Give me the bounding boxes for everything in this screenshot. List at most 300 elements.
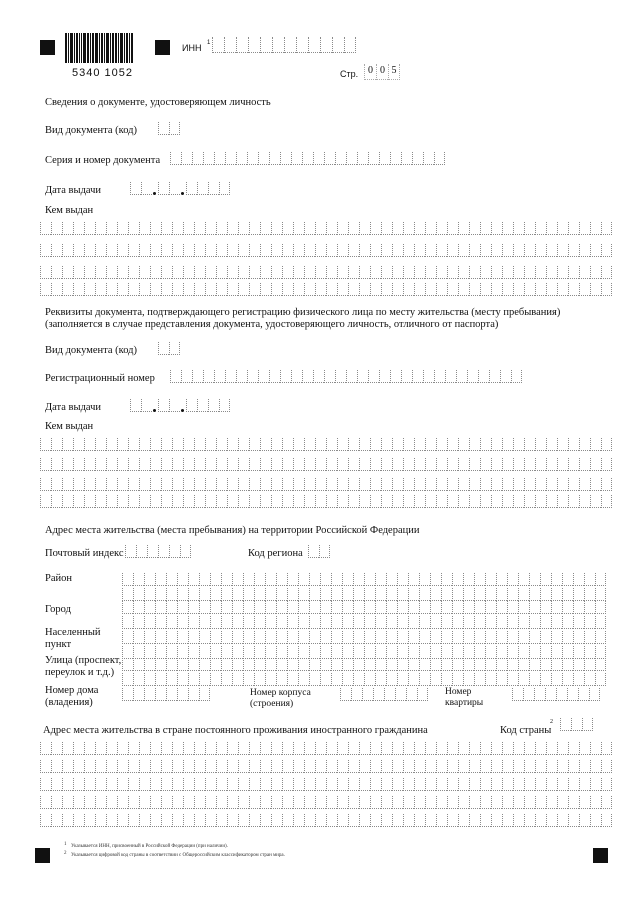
input-cell[interactable] xyxy=(331,616,342,629)
input-cell[interactable] xyxy=(425,742,436,755)
input-cell[interactable] xyxy=(551,673,562,686)
input-cell[interactable] xyxy=(441,601,452,614)
input-cell[interactable] xyxy=(150,478,161,491)
input-cell[interactable] xyxy=(441,658,452,671)
input-cell[interactable] xyxy=(419,573,430,586)
input-cell[interactable] xyxy=(436,222,447,235)
input-cell[interactable] xyxy=(557,222,568,235)
input-cell[interactable] xyxy=(117,796,128,809)
input-cell[interactable] xyxy=(458,814,469,827)
input-cell[interactable] xyxy=(260,458,271,471)
input-cell[interactable] xyxy=(370,266,381,279)
input-cell[interactable] xyxy=(348,458,359,471)
input-cell[interactable] xyxy=(51,244,62,257)
input-cell[interactable] xyxy=(40,778,51,791)
input-cell[interactable] xyxy=(381,266,392,279)
input-cell[interactable] xyxy=(485,588,496,601)
input-cell[interactable] xyxy=(133,631,144,644)
input-cell[interactable] xyxy=(568,742,579,755)
input-cell[interactable] xyxy=(128,814,139,827)
input-cell[interactable] xyxy=(434,152,445,165)
input-cell[interactable] xyxy=(571,718,582,731)
district-cells-row[interactable] xyxy=(122,573,606,586)
input-cell[interactable] xyxy=(568,438,579,451)
input-cell[interactable] xyxy=(40,438,51,451)
input-cell[interactable] xyxy=(183,495,194,508)
input-cell[interactable] xyxy=(128,478,139,491)
identity-issue-date-cells[interactable] xyxy=(130,182,230,195)
input-cell[interactable] xyxy=(73,760,84,773)
input-cell[interactable] xyxy=(436,283,447,296)
input-cell[interactable] xyxy=(326,438,337,451)
input-cell[interactable] xyxy=(441,588,452,601)
foreign-address-row[interactable] xyxy=(40,760,612,773)
input-cell[interactable] xyxy=(381,458,392,471)
input-cell[interactable] xyxy=(397,573,408,586)
input-cell[interactable] xyxy=(128,760,139,773)
input-cell[interactable] xyxy=(556,688,567,701)
input-cell[interactable] xyxy=(535,814,546,827)
input-cell[interactable] xyxy=(205,458,216,471)
input-cell[interactable] xyxy=(403,283,414,296)
input-cell[interactable] xyxy=(430,601,441,614)
input-cell[interactable] xyxy=(177,588,188,601)
input-cell[interactable] xyxy=(436,478,447,491)
input-cell[interactable] xyxy=(150,283,161,296)
input-cell[interactable] xyxy=(95,760,106,773)
input-cell[interactable] xyxy=(491,742,502,755)
input-cell[interactable] xyxy=(243,673,254,686)
input-cell[interactable] xyxy=(507,588,518,601)
input-cell[interactable] xyxy=(326,266,337,279)
input-cell[interactable] xyxy=(324,370,335,383)
input-cell[interactable] xyxy=(392,742,403,755)
input-cell[interactable] xyxy=(348,495,359,508)
input-cell[interactable] xyxy=(320,631,331,644)
input-cell[interactable] xyxy=(62,283,73,296)
input-cell[interactable] xyxy=(425,495,436,508)
input-cell[interactable] xyxy=(194,438,205,451)
input-cell[interactable] xyxy=(271,438,282,451)
input-cell[interactable] xyxy=(139,814,150,827)
input-cell[interactable] xyxy=(95,814,106,827)
input-cell[interactable] xyxy=(419,673,430,686)
input-cell[interactable] xyxy=(579,438,590,451)
input-cell[interactable] xyxy=(161,478,172,491)
input-cell[interactable] xyxy=(158,182,169,195)
input-cell[interactable] xyxy=(430,573,441,586)
input-cell[interactable] xyxy=(601,438,612,451)
input-cell[interactable] xyxy=(502,222,513,235)
input-cell[interactable] xyxy=(562,673,573,686)
input-cell[interactable] xyxy=(568,458,579,471)
input-cell[interactable] xyxy=(117,814,128,827)
input-cell[interactable] xyxy=(166,573,177,586)
input-cell[interactable] xyxy=(172,796,183,809)
input-cell[interactable] xyxy=(320,37,332,53)
input-cell[interactable] xyxy=(524,458,535,471)
input-cell[interactable] xyxy=(447,283,458,296)
input-cell[interactable] xyxy=(423,152,434,165)
input-cell[interactable] xyxy=(304,438,315,451)
registration-doc-type-cells[interactable] xyxy=(158,342,180,355)
input-cell[interactable] xyxy=(210,673,221,686)
input-cell[interactable] xyxy=(210,573,221,586)
input-cell[interactable] xyxy=(590,814,601,827)
input-cell[interactable] xyxy=(95,244,106,257)
input-cell[interactable] xyxy=(84,778,95,791)
input-cell[interactable] xyxy=(467,370,478,383)
input-cell[interactable] xyxy=(194,796,205,809)
input-cell[interactable] xyxy=(546,760,557,773)
input-cell[interactable] xyxy=(158,399,169,412)
input-cell[interactable] xyxy=(359,495,370,508)
input-cell[interactable] xyxy=(518,616,529,629)
input-cell[interactable] xyxy=(491,244,502,257)
input-cell[interactable] xyxy=(177,688,188,701)
input-cell[interactable] xyxy=(298,631,309,644)
input-cell[interactable] xyxy=(169,399,180,412)
input-cell[interactable] xyxy=(401,152,412,165)
input-cell[interactable] xyxy=(573,601,584,614)
input-cell[interactable] xyxy=(73,778,84,791)
input-cell[interactable] xyxy=(557,283,568,296)
input-cell[interactable] xyxy=(474,631,485,644)
input-cell[interactable] xyxy=(414,742,425,755)
input-cell[interactable] xyxy=(293,760,304,773)
input-cell[interactable] xyxy=(293,495,304,508)
input-cell[interactable] xyxy=(51,760,62,773)
input-cell[interactable] xyxy=(469,266,480,279)
input-cell[interactable] xyxy=(40,283,51,296)
input-cell[interactable] xyxy=(469,458,480,471)
input-cell[interactable] xyxy=(40,796,51,809)
input-cell[interactable] xyxy=(436,438,447,451)
input-cell[interactable] xyxy=(480,266,491,279)
input-cell[interactable] xyxy=(51,222,62,235)
input-cell[interactable] xyxy=(357,370,368,383)
input-cell[interactable] xyxy=(452,658,463,671)
input-cell[interactable] xyxy=(221,616,232,629)
input-cell[interactable] xyxy=(353,588,364,601)
input-cell[interactable] xyxy=(601,244,612,257)
input-cell[interactable] xyxy=(408,588,419,601)
input-cell[interactable] xyxy=(291,370,302,383)
input-cell[interactable] xyxy=(84,814,95,827)
input-cell[interactable] xyxy=(392,244,403,257)
input-cell[interactable] xyxy=(524,244,535,257)
input-cell[interactable] xyxy=(172,495,183,508)
input-cell[interactable] xyxy=(425,796,436,809)
input-cell[interactable] xyxy=(150,796,161,809)
input-cell[interactable] xyxy=(353,573,364,586)
input-cell[interactable] xyxy=(557,244,568,257)
input-cell[interactable] xyxy=(562,601,573,614)
input-cell[interactable] xyxy=(353,601,364,614)
input-cell[interactable] xyxy=(458,760,469,773)
registration-issue-date-cells[interactable] xyxy=(130,399,230,412)
input-cell[interactable] xyxy=(546,742,557,755)
input-cell[interactable] xyxy=(364,631,375,644)
input-cell[interactable] xyxy=(441,631,452,644)
input-cell[interactable] xyxy=(478,370,489,383)
input-cell[interactable] xyxy=(62,778,73,791)
input-cell[interactable] xyxy=(502,244,513,257)
input-cell[interactable] xyxy=(584,573,595,586)
input-cell[interactable] xyxy=(298,573,309,586)
input-cell[interactable] xyxy=(144,573,155,586)
input-cell[interactable] xyxy=(128,244,139,257)
input-cell[interactable] xyxy=(139,458,150,471)
input-cell[interactable] xyxy=(95,742,106,755)
input-cell[interactable] xyxy=(447,778,458,791)
input-cell[interactable] xyxy=(205,283,216,296)
input-cell[interactable] xyxy=(227,495,238,508)
input-cell[interactable] xyxy=(590,796,601,809)
input-cell[interactable] xyxy=(579,458,590,471)
input-cell[interactable] xyxy=(309,573,320,586)
input-cell[interactable] xyxy=(452,673,463,686)
input-cell[interactable] xyxy=(392,495,403,508)
region-code-cells[interactable] xyxy=(308,545,330,558)
input-cell[interactable] xyxy=(40,222,51,235)
input-cell[interactable] xyxy=(84,495,95,508)
input-cell[interactable] xyxy=(73,266,84,279)
input-cell[interactable] xyxy=(62,438,73,451)
input-cell[interactable] xyxy=(359,244,370,257)
input-cell[interactable] xyxy=(216,458,227,471)
input-cell[interactable] xyxy=(469,478,480,491)
input-cell[interactable] xyxy=(254,658,265,671)
input-cell[interactable] xyxy=(169,545,180,558)
input-cell[interactable] xyxy=(590,478,601,491)
input-cell[interactable] xyxy=(535,778,546,791)
input-cell[interactable] xyxy=(161,283,172,296)
input-cell[interactable] xyxy=(447,760,458,773)
input-cell[interactable] xyxy=(359,814,370,827)
input-cell[interactable] xyxy=(243,588,254,601)
input-cell[interactable] xyxy=(199,673,210,686)
input-cell[interactable] xyxy=(272,37,284,53)
input-cell[interactable] xyxy=(315,814,326,827)
input-cell[interactable] xyxy=(238,778,249,791)
input-cell[interactable] xyxy=(122,673,133,686)
input-cell[interactable] xyxy=(434,370,445,383)
input-cell[interactable] xyxy=(390,370,401,383)
input-cell[interactable] xyxy=(353,631,364,644)
input-cell[interactable] xyxy=(117,778,128,791)
input-cell[interactable] xyxy=(359,778,370,791)
input-cell[interactable] xyxy=(232,616,243,629)
input-cell[interactable] xyxy=(128,222,139,235)
input-cell[interactable] xyxy=(284,37,296,53)
input-cell[interactable] xyxy=(524,478,535,491)
input-cell[interactable] xyxy=(518,658,529,671)
input-cell[interactable] xyxy=(447,266,458,279)
input-cell[interactable] xyxy=(348,778,359,791)
input-cell[interactable] xyxy=(205,222,216,235)
input-cell[interactable] xyxy=(133,688,144,701)
input-cell[interactable] xyxy=(166,688,177,701)
input-cell[interactable] xyxy=(133,601,144,614)
input-cell[interactable] xyxy=(595,631,606,644)
input-cell[interactable] xyxy=(227,458,238,471)
input-cell[interactable] xyxy=(463,658,474,671)
input-cell[interactable] xyxy=(535,796,546,809)
input-cell[interactable] xyxy=(320,573,331,586)
input-cell[interactable] xyxy=(188,631,199,644)
input-cell[interactable] xyxy=(546,438,557,451)
input-cell[interactable] xyxy=(458,244,469,257)
input-cell[interactable] xyxy=(216,478,227,491)
input-cell[interactable] xyxy=(348,814,359,827)
input-cell[interactable] xyxy=(150,742,161,755)
input-cell[interactable] xyxy=(205,478,216,491)
registration-number-cells[interactable] xyxy=(170,370,522,383)
input-cell[interactable] xyxy=(469,796,480,809)
input-cell[interactable] xyxy=(502,742,513,755)
issued-by-row[interactable] xyxy=(40,478,612,491)
input-cell[interactable] xyxy=(254,601,265,614)
input-cell[interactable] xyxy=(293,458,304,471)
input-cell[interactable] xyxy=(584,588,595,601)
input-cell[interactable] xyxy=(364,573,375,586)
input-cell[interactable] xyxy=(208,399,219,412)
input-cell[interactable] xyxy=(227,283,238,296)
input-cell[interactable] xyxy=(62,478,73,491)
input-cell[interactable] xyxy=(480,478,491,491)
input-cell[interactable] xyxy=(502,283,513,296)
input-cell[interactable] xyxy=(293,283,304,296)
input-cell[interactable] xyxy=(214,152,225,165)
input-cell[interactable] xyxy=(331,673,342,686)
input-cell[interactable] xyxy=(395,688,406,701)
input-cell[interactable] xyxy=(260,495,271,508)
input-cell[interactable] xyxy=(158,122,169,135)
input-cell[interactable] xyxy=(313,370,324,383)
input-cell[interactable] xyxy=(573,616,584,629)
input-cell[interactable] xyxy=(337,438,348,451)
input-cell[interactable] xyxy=(392,478,403,491)
input-cell[interactable] xyxy=(298,588,309,601)
input-cell[interactable] xyxy=(216,796,227,809)
input-cell[interactable] xyxy=(469,495,480,508)
input-cell[interactable] xyxy=(375,658,386,671)
input-cell[interactable] xyxy=(238,266,249,279)
input-cell[interactable] xyxy=(205,796,216,809)
input-cell[interactable] xyxy=(351,688,362,701)
input-cell[interactable] xyxy=(260,438,271,451)
input-cell[interactable] xyxy=(524,222,535,235)
input-cell[interactable] xyxy=(106,796,117,809)
input-cell[interactable] xyxy=(452,601,463,614)
settlement-cells-row[interactable] xyxy=(122,631,606,644)
input-cell[interactable] xyxy=(436,796,447,809)
input-cell[interactable] xyxy=(348,438,359,451)
input-cell[interactable] xyxy=(590,778,601,791)
input-cell[interactable] xyxy=(502,796,513,809)
input-cell[interactable] xyxy=(513,283,524,296)
input-cell[interactable] xyxy=(128,283,139,296)
input-cell[interactable] xyxy=(282,283,293,296)
input-cell[interactable] xyxy=(557,495,568,508)
input-cell[interactable] xyxy=(436,458,447,471)
input-cell[interactable] xyxy=(265,601,276,614)
input-cell[interactable] xyxy=(51,742,62,755)
input-cell[interactable] xyxy=(590,283,601,296)
input-cell[interactable] xyxy=(568,283,579,296)
input-cell[interactable] xyxy=(315,778,326,791)
input-cell[interactable] xyxy=(183,760,194,773)
input-cell[interactable] xyxy=(524,438,535,451)
input-cell[interactable] xyxy=(337,458,348,471)
input-cell[interactable] xyxy=(194,760,205,773)
input-cell[interactable] xyxy=(73,222,84,235)
input-cell[interactable] xyxy=(364,588,375,601)
input-cell[interactable] xyxy=(260,760,271,773)
input-cell[interactable] xyxy=(95,778,106,791)
input-cell[interactable] xyxy=(144,673,155,686)
input-cell[interactable] xyxy=(590,244,601,257)
input-cell[interactable] xyxy=(177,673,188,686)
input-cell[interactable] xyxy=(524,742,535,755)
input-cell[interactable] xyxy=(293,438,304,451)
foreign-address-row[interactable] xyxy=(40,742,612,755)
input-cell[interactable] xyxy=(403,458,414,471)
input-cell[interactable] xyxy=(414,760,425,773)
input-cell[interactable] xyxy=(579,478,590,491)
input-cell[interactable] xyxy=(458,742,469,755)
input-cell[interactable] xyxy=(181,152,192,165)
input-cell[interactable] xyxy=(309,588,320,601)
input-cell[interactable] xyxy=(172,458,183,471)
input-cell[interactable] xyxy=(342,588,353,601)
input-cell[interactable] xyxy=(40,244,51,257)
input-cell[interactable] xyxy=(518,588,529,601)
input-cell[interactable] xyxy=(141,182,152,195)
input-cell[interactable] xyxy=(172,760,183,773)
input-cell[interactable] xyxy=(287,573,298,586)
input-cell[interactable] xyxy=(458,458,469,471)
input-cell[interactable] xyxy=(595,658,606,671)
input-cell[interactable] xyxy=(540,588,551,601)
input-cell[interactable] xyxy=(458,778,469,791)
input-cell[interactable] xyxy=(524,495,535,508)
input-cell[interactable] xyxy=(403,814,414,827)
input-cell[interactable] xyxy=(491,222,502,235)
input-cell[interactable] xyxy=(304,458,315,471)
input-cell[interactable] xyxy=(540,673,551,686)
input-cell[interactable] xyxy=(282,796,293,809)
input-cell[interactable] xyxy=(95,495,106,508)
input-cell[interactable] xyxy=(414,438,425,451)
input-cell[interactable] xyxy=(489,370,500,383)
input-cell[interactable] xyxy=(425,478,436,491)
input-cell[interactable] xyxy=(601,478,612,491)
input-cell[interactable] xyxy=(117,742,128,755)
input-cell[interactable] xyxy=(122,631,133,644)
input-cell[interactable] xyxy=(480,760,491,773)
input-cell[interactable] xyxy=(205,266,216,279)
input-cell[interactable] xyxy=(370,478,381,491)
input-cell[interactable] xyxy=(117,244,128,257)
input-cell[interactable] xyxy=(331,573,342,586)
input-cell[interactable] xyxy=(73,495,84,508)
input-cell[interactable] xyxy=(271,283,282,296)
input-cell[interactable] xyxy=(324,152,335,165)
input-cell[interactable] xyxy=(117,266,128,279)
input-cell[interactable] xyxy=(197,399,208,412)
